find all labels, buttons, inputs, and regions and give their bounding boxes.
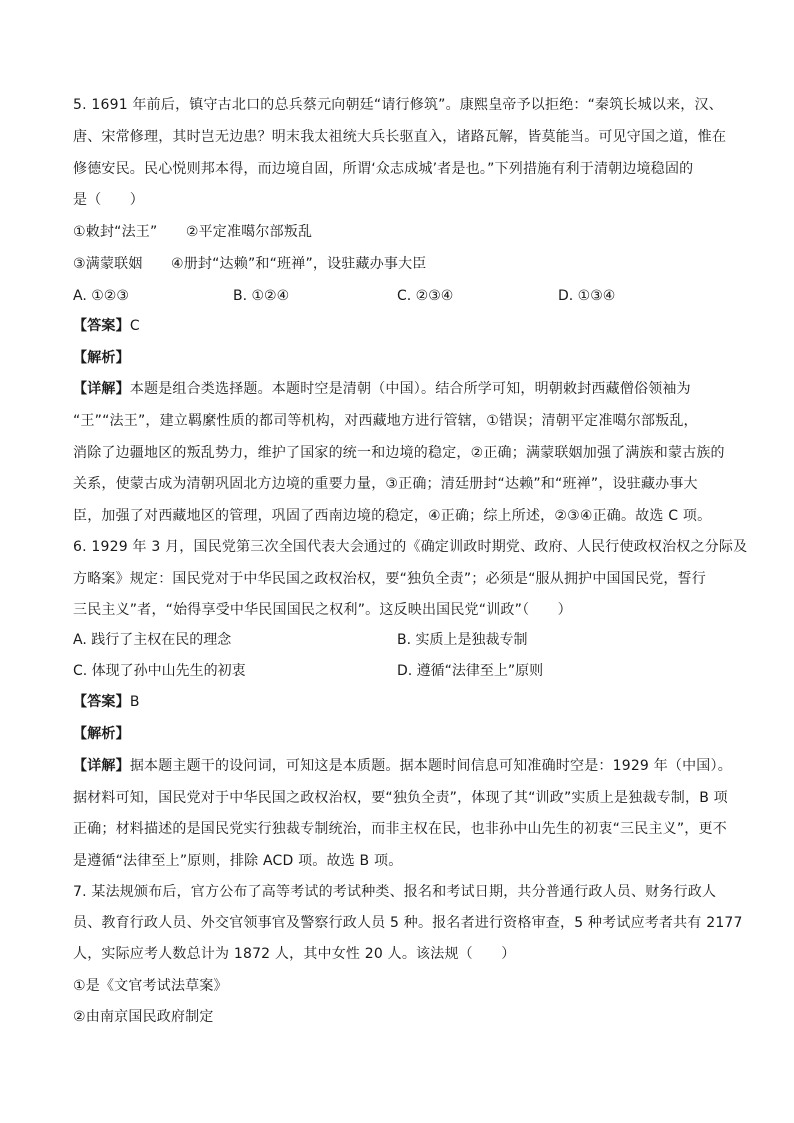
q5-option-a: A. ①②③ [73, 288, 129, 304]
q6-answer-value: B [129, 694, 140, 710]
q5-answer-value: C [129, 318, 140, 334]
q5-option-b: B. ①②④ [233, 288, 290, 304]
q5-detail-line-2: “王”“法王”，建立羁縻性质的都司等机构，对西藏地方进行管辖，①错误；清朝平定准噶尔部叛乱， [73, 413, 698, 429]
q6-option-b: B. 实质上是独裁专制 [397, 632, 528, 648]
q5-stem-line-3: 修德安民。民心悦则邦本得，而边境自固，所谓‘众志成城’者是也。”下列措施有利于清朝边境稳固的 [73, 161, 694, 177]
q5-answer [73, 316, 726, 336]
q5-detail-line-1 [73, 379, 726, 399]
q6-answer [73, 692, 726, 712]
q6-detail-line-4: 是遵循“法律至上”原则，排除 ACD 项。故选 B 项。 [73, 853, 403, 869]
q6-detail-tag: 【详解】 [73, 758, 130, 774]
q6-analysis-tag [73, 724, 726, 744]
q6-stem-line-1: 6. 1929 年 3 月，国民党第三次全国代表大会通过的《确定训政时期党、政府、人民行使政权治权之分际及 [73, 539, 748, 555]
q6-detail-text-1: 据本题主题干的设问词，可知这是本质题。据本题时间信息可知准确时空是：1929 年（中国）。 [129, 758, 732, 774]
q6-option-c: C. 体现了孙中山先生的初衷 [73, 663, 246, 679]
q5-item-line-2: ③满蒙联姻 ④册封“达赖”和“班禅”，设驻藏办事大臣 [73, 256, 427, 272]
q5-detail-line-4: 关系，使蒙古成为清朝巩固北方边境的重要力量，③正确；清廷册封“达赖”和“班禅”，设驻藏办事大 [73, 476, 698, 492]
q6-option-d: D. 遵循“法律至上”原则 [397, 663, 544, 679]
q7-stem-line-2: 员、教育行政人员、外交官领事官及警察行政人员 5 种。报名者进行资格审查，5 种考试应考者共有 2177 [73, 915, 743, 931]
q7-item-line-2: ②由南京国民政府制定 [73, 1009, 214, 1025]
q6-detail-line-3: 正确；材料描述的是国民党实行独裁专制统治，而非主权在民，也非孙中山先生的初衷“三民主义”，更不 [73, 821, 727, 837]
q5-stem-line-1: 5. 1691 年前后，镇守古北口的总兵蔡元向朝廷“请行修筑”。康熙皇帝予以拒绝：“秦筑长城以来，汉、 [73, 97, 723, 113]
q6-option-a: A. 践行了主权在民的理念 [73, 632, 232, 648]
q7-stem-line-3: 人，实际应考人数总计为 1872 人，其中女性 20 人。该法规（ ） [73, 946, 516, 962]
q6-detail-line-2: 据材料可知，国民党对于中华民国之政权治权，要“独负全责”，体现了其“训政”实质上是独裁专制，B 项 [73, 790, 728, 806]
q5-analysis-label: 【解析】 [73, 350, 130, 366]
q6-analysis-label: 【解析】 [73, 726, 130, 742]
q5-detail-text-1: 本题是组合类选择题。本题时空是清朝（中国）。结合所学可知，明朝敕封西藏僧俗领袖为 [129, 381, 691, 397]
q6-stem-line-2: 方略案》规定：国民党对于中华民国之政权治权，要“独负全责”；必须是“服从拥护中国国民党，誓行 [73, 571, 706, 587]
q5-answer-tag: 【答案】 [73, 318, 130, 334]
q5-analysis-tag [73, 348, 726, 368]
q5-detail-line-5: 臣，加强了对西藏地区的管理，巩固了西南边境的稳定，④正确；综上所述，②③④正确。故选 C 项。 [73, 508, 712, 524]
q7-stem-line-1: 7. 某法规颁布后，官方公布了高等考试的考试种类、报名和考试日期，共分普通行政人员、财务行政人 [73, 884, 717, 900]
q5-option-d: D. ①③④ [558, 288, 616, 304]
q7-item-line-1: ①是《文官考试法草案》 [73, 978, 228, 994]
q5-stem-line-2: 唐、宋常修理，其时岂无边患？明末我太祖统大兵长驱直入，诸路瓦解，皆莫能当。可见守国之道，惟在 [73, 129, 727, 145]
q5-item-line-1: ①敕封“法王” ②平定准噶尔部叛乱 [73, 224, 313, 240]
q5-detail-line-3: 消除了边疆地区的叛乱势力，维护了国家的统一和边境的稳定，②正确；满蒙联姻加强了满族和蒙古族的 [73, 445, 725, 461]
q6-detail-line-1 [73, 756, 732, 776]
q5-stem-line-4: 是（ ） [73, 192, 144, 208]
q6-stem-line-3: 三民主义”者，“始得享受中华民国国民之权利”。这反映出国民党“训政”（ ） [73, 602, 572, 618]
q5-detail-tag: 【详解】 [73, 381, 130, 397]
q5-option-c: C. ②③④ [397, 288, 454, 304]
q6-answer-tag: 【答案】 [73, 694, 130, 710]
